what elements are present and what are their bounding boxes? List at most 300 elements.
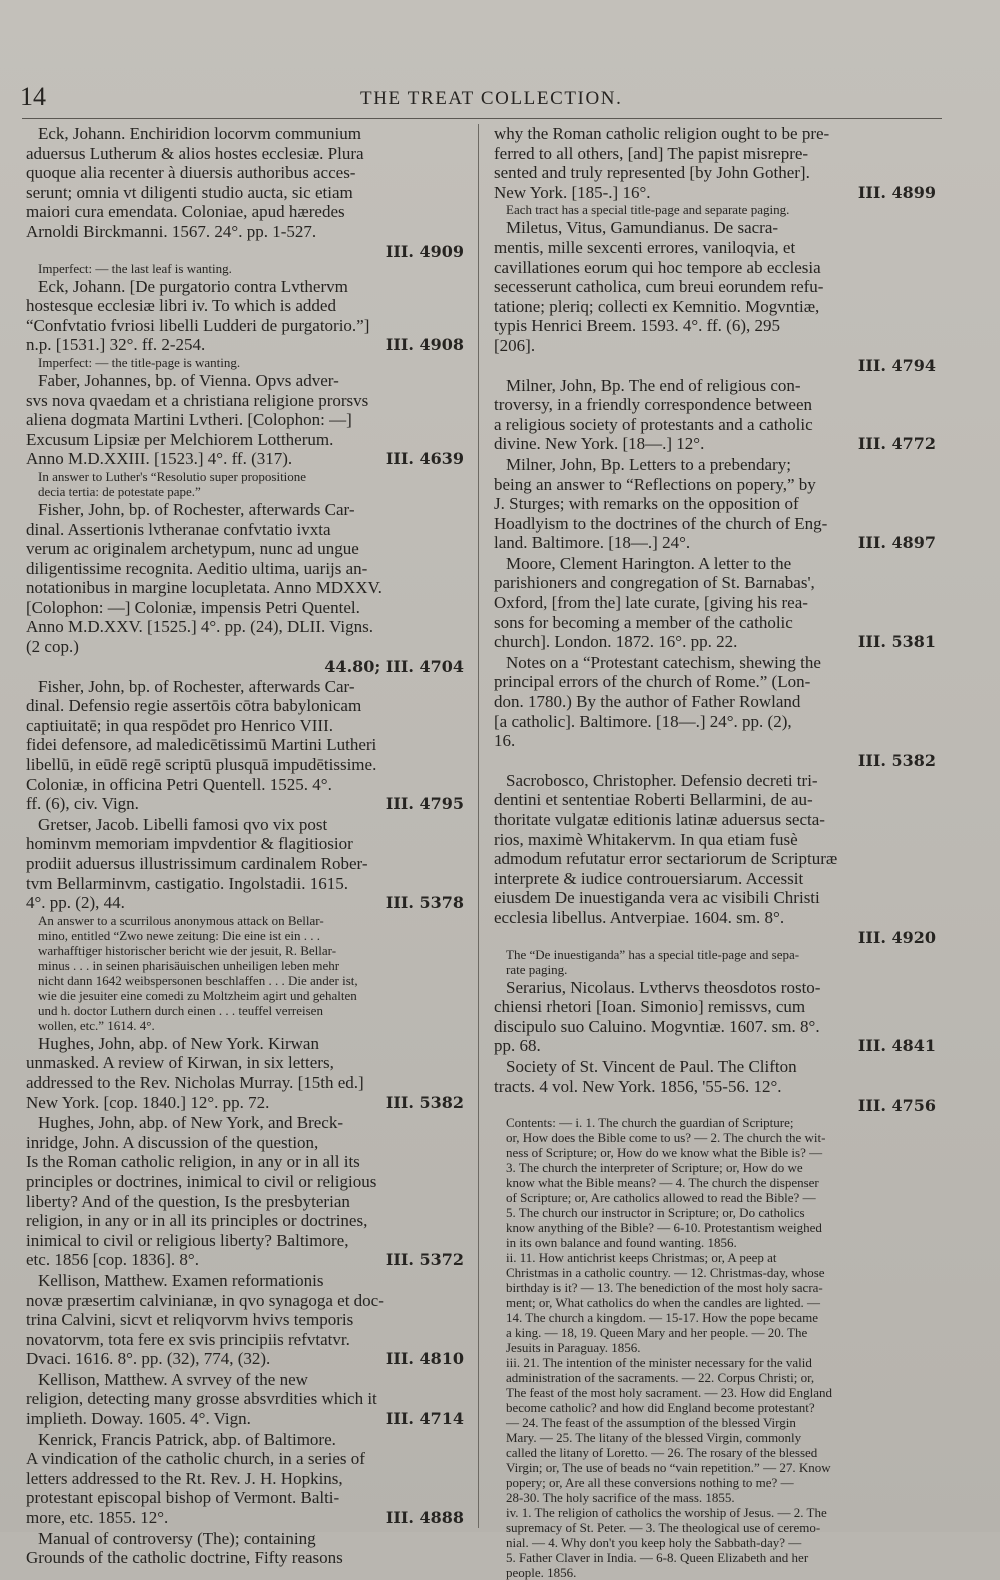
entry-text: inimical to civil or religious liberty? Baltimore, bbox=[26, 1230, 349, 1250]
entry-note: decia tertia: de potestate pape.” bbox=[38, 483, 201, 499]
entry-note: iv. 1. The religion of catholics the worship of Jesus. — 2. The bbox=[506, 1505, 827, 1521]
entry-text: tvm Bellarminvm, castigatio. Ingolstadii. 1615. bbox=[26, 873, 349, 893]
entry-text-line bbox=[26, 1271, 464, 1291]
entry-text: church]. London. 1872. 16°. pp. 22. bbox=[494, 632, 738, 652]
entry-text-line bbox=[494, 336, 936, 356]
shelf-mark: III. 4795 bbox=[385, 794, 464, 814]
entry-text-line bbox=[26, 1449, 464, 1469]
entry-text-line bbox=[494, 810, 936, 830]
entry-text-line bbox=[494, 849, 936, 869]
entry-text-line bbox=[494, 124, 936, 144]
entry-note: rate paging. bbox=[506, 961, 568, 977]
entry-text-line bbox=[494, 277, 936, 297]
entry-text-line bbox=[26, 410, 464, 430]
entry-text: tatione; pleriq; collecti ex Kemnitio. Mogvntiæ, bbox=[494, 296, 820, 316]
entry-text-line bbox=[26, 559, 464, 579]
entry-note: called the litany of Loretto. — 26. The rosary of the blessed bbox=[506, 1445, 818, 1461]
entry-text-line bbox=[26, 598, 464, 618]
catalog-entry bbox=[494, 771, 936, 977]
entry-text: cavillationes eorum qui hoc tempore ab ecclesia bbox=[494, 257, 821, 277]
entry-text: Milner, John, Bp. Letters to a prebendary; bbox=[506, 454, 791, 474]
entry-text: Anno M.D.XXIII. [1523.] 4°. ff. (317). bbox=[26, 449, 293, 469]
entry-text-line bbox=[494, 593, 936, 613]
entry-text-line bbox=[26, 1548, 464, 1568]
catalog-entry bbox=[26, 1034, 464, 1112]
entry-text-line bbox=[26, 222, 464, 242]
entry-text-line bbox=[26, 735, 464, 755]
entry-text: “Confvtatio fvriosi libelli Ludderi de purgatorio.”] bbox=[26, 315, 370, 335]
entry-note: Mary. — 25. The litany of the blessed Virgin, commonly bbox=[506, 1430, 802, 1446]
entry-text-line bbox=[494, 692, 936, 712]
entry-text-line bbox=[26, 1370, 464, 1390]
entry-text-line bbox=[494, 376, 936, 396]
entry-note: Contents: — i. 1. The church the guardian of Scripture; bbox=[506, 1115, 794, 1131]
entry-text-line bbox=[26, 144, 464, 164]
entry-note: The “De inuestiganda” has a special title-page and sepa- bbox=[506, 946, 800, 962]
entry-text-line bbox=[26, 1330, 464, 1350]
entry-text: divine. New York. [18—.] 12°. bbox=[494, 434, 705, 454]
entry-text: 4°. pp. (2), 44. bbox=[26, 893, 125, 913]
entry-note: und h. doctor Luthern durch einen . . . teuffel verreisen bbox=[38, 1002, 323, 1018]
entry-text-line bbox=[494, 1057, 936, 1077]
entry-text-line bbox=[494, 790, 936, 810]
entry-text: admodum refutatur error sectariorum de Scripturæ bbox=[494, 849, 838, 869]
entry-text-line bbox=[26, 1349, 464, 1369]
entry-text-line bbox=[26, 1250, 464, 1270]
entry-text-line bbox=[26, 815, 464, 835]
shelf-mark: III. 4772 bbox=[857, 434, 936, 454]
entry-text-line bbox=[26, 124, 464, 144]
entry-text: A vindication of the catholic church, in a series of bbox=[26, 1449, 365, 1469]
entry-text-line bbox=[26, 1192, 464, 1212]
entry-note: birthday is it? — 13. The benediction of the most holy sacra- bbox=[506, 1280, 823, 1296]
entry-note: become catholic? and how did England become protestant? bbox=[506, 1400, 815, 1416]
shelf-mark: III. 4756 bbox=[857, 1096, 936, 1116]
entry-text-line bbox=[494, 297, 936, 317]
shelf-mark: III. 4841 bbox=[857, 1036, 936, 1056]
entry-text: Sacrobosco, Christopher. Defensio decreti tri- bbox=[506, 770, 818, 790]
catalog-entry bbox=[26, 1113, 464, 1270]
shelf-mark: III. 5381 bbox=[857, 632, 936, 652]
entry-text-line bbox=[494, 1077, 936, 1097]
entry-text-line bbox=[26, 794, 464, 814]
entry-note: In answer to Luther's “Resolutio super propositione bbox=[38, 468, 307, 484]
entry-note: know what the Bible means? — 4. The church the dispenser bbox=[506, 1175, 819, 1191]
entry-text: ferred to all others, [and] The papist misrepre- bbox=[494, 143, 809, 163]
entry-text: rios, maximè Whitakervm. In qua etiam fusè bbox=[494, 829, 798, 849]
entry-text-line bbox=[494, 183, 936, 203]
entry-note: of Scripture; or, Are catholics allowed to read the Bible? — bbox=[506, 1190, 816, 1206]
entry-text: principles or doctrines, inimical to civil or religious bbox=[26, 1171, 377, 1191]
entry-text: chiensi rhetori [Ioan. Simonio] remissvs, cum bbox=[494, 997, 806, 1017]
right-column bbox=[494, 124, 936, 1580]
entry-text-line bbox=[494, 163, 936, 183]
entry-text: thoritate vulgatæ editionis latinæ aduersus secta- bbox=[494, 810, 825, 829]
entry-text: Anno M.D.XXV. [1525.] 4°. pp. (24), DLII. Vigns. bbox=[26, 617, 374, 637]
entry-text-line bbox=[26, 1053, 464, 1073]
entry-note: ment; or, What catholics do when the candles are lighted. — bbox=[506, 1295, 821, 1311]
entry-text: [a catholic]. Baltimore. [18—.] 24°. pp. (2), bbox=[494, 711, 792, 731]
shelf-mark: 44.80; III. 4704 bbox=[324, 656, 464, 676]
catalog-entry bbox=[494, 554, 936, 652]
entry-note: 14. The church a kingdom. — 15-17. How the pope became bbox=[506, 1310, 819, 1326]
entry-text: Hughes, John, abp. of New York. Kirwan bbox=[38, 1033, 319, 1053]
entry-text: Milner, John, Bp. The end of religious con- bbox=[506, 375, 801, 395]
entry-text: ff. (6), civ. Vign. bbox=[26, 794, 139, 814]
entry-text-line bbox=[26, 1430, 464, 1450]
entry-text: notationibus in margine locupletata. Anno MDXXV. bbox=[26, 578, 382, 598]
entry-text: parishioners and congregation of St. Barnabas', bbox=[494, 573, 815, 593]
entry-text: Arnoldi Birckmanni. 1567. 24°. pp. 1-527. bbox=[26, 221, 317, 241]
entry-text-line bbox=[26, 335, 464, 355]
entry-text: inridge, John. A discussion of the question, bbox=[26, 1132, 319, 1152]
entry-note: administration of the sacraments. — 22. Corpus Christi; or, bbox=[506, 1370, 815, 1386]
shelf-mark: III. 4794 bbox=[857, 355, 936, 375]
entry-note: nicht dann 1642 weibspersonen beschlaffen . . . Die ander ist, bbox=[38, 972, 358, 988]
entry-text: Is the Roman catholic religion, in any or in all its bbox=[26, 1152, 360, 1172]
entry-note: Imperfect: — the last leaf is wanting. bbox=[38, 260, 232, 276]
entry-text: land. Baltimore. [18—.] 24°. bbox=[494, 533, 691, 553]
catalog-entry bbox=[26, 1370, 464, 1429]
entry-text: Dvaci. 1616. 8°. pp. (32), 774, (32). bbox=[26, 1349, 271, 1369]
entry-text: implieth. Doway. 1605. 4°. Vign. bbox=[26, 1409, 251, 1429]
entry-text: Notes on a “Protestant catechism, shewing the bbox=[506, 652, 821, 672]
entry-text-line bbox=[494, 888, 936, 908]
entry-note: Jesuits in Paraguay. 1856. bbox=[506, 1340, 641, 1356]
catalog-entry bbox=[26, 277, 464, 370]
entry-note: Christmas in a catholic country. — 12. Christmas-day, whose bbox=[506, 1265, 825, 1281]
entry-text-line bbox=[494, 218, 936, 238]
entry-text-line bbox=[26, 1093, 464, 1113]
entry-note: warhafftiger historischer bericht wie der jesuit, R. Bellar- bbox=[38, 942, 337, 958]
entry-text: dinal. Assertionis lvtheranae confvtatio ivxta bbox=[26, 519, 331, 539]
entry-text-line bbox=[26, 1488, 464, 1508]
left-column bbox=[26, 124, 464, 1568]
entry-note: An answer to a scurrilous anonymous attack on Bellar- bbox=[38, 912, 324, 928]
entry-text-line bbox=[26, 1389, 464, 1409]
catalog-entry bbox=[26, 815, 464, 1033]
entry-text-line bbox=[26, 183, 464, 203]
entry-text-line bbox=[26, 1409, 464, 1429]
entry-note: a king. — 18, 19. Queen Mary and her people. — 20. The bbox=[506, 1325, 808, 1341]
entry-text-line bbox=[26, 578, 464, 598]
entry-text: hostesque ecclesiæ libri iv. To which is added bbox=[26, 296, 336, 316]
entry-text: n.p. [1531.] 32°. ff. 2-254. bbox=[26, 335, 206, 355]
entry-text-line bbox=[26, 1291, 464, 1311]
shelf-mark: III. 4714 bbox=[385, 1409, 464, 1429]
entry-text: Hughes, John, abp. of New York, and Breck- bbox=[38, 1113, 344, 1133]
entry-note: The feast of the most holy sacrament. — 23. How did England bbox=[506, 1385, 833, 1401]
entry-text-line bbox=[26, 677, 464, 697]
entry-text-line bbox=[494, 771, 936, 791]
entry-text: liberty? And of the question, Is the presbyterian bbox=[26, 1191, 350, 1211]
entry-text: 16. bbox=[494, 731, 516, 751]
catalog-entry bbox=[494, 455, 936, 553]
shelf-mark: III. 5372 bbox=[385, 1250, 464, 1270]
entry-text: Hoadlyism to the doctrines of the church of Eng- bbox=[494, 513, 828, 533]
entry-text: Serarius, Nicolaus. Lvthervs theosdotos rosto- bbox=[506, 977, 821, 997]
entry-text-line bbox=[26, 854, 464, 874]
entry-text: mentis, mille sexcenti errores, vaniloqvia, et bbox=[494, 237, 796, 257]
entry-text-line bbox=[494, 731, 936, 751]
entry-text: maiori cura emendata. Coloniae, apud hæredes bbox=[26, 202, 345, 222]
entry-text: interprete & iudice controuersiarum. Accessit bbox=[494, 868, 804, 888]
entry-text: Coloniæ, in officina Petri Quentell. 1525. 4°. bbox=[26, 774, 332, 794]
entry-text: Gretser, Jacob. Libelli famosi qvo vix post bbox=[38, 814, 328, 834]
entry-text: pp. 68. bbox=[494, 1036, 541, 1056]
catalog-entry bbox=[26, 1529, 464, 1568]
entry-text: (2 cop.) bbox=[26, 637, 79, 657]
page-header bbox=[20, 82, 940, 116]
entry-text: troversy, in a friendly correspondence between bbox=[494, 395, 812, 415]
entry-text-line bbox=[494, 533, 936, 553]
entry-text: dentini et sententiae Roberti Bellarmini, de au- bbox=[494, 790, 813, 810]
entry-text: prodiit aduersus illustrissimum cardinalem Rober- bbox=[26, 854, 368, 873]
entry-text: sented and truly represented [by John Gother]. bbox=[494, 163, 810, 183]
entry-note: iii. 21. The intention of the minister necessary for the valid bbox=[506, 1355, 812, 1371]
entry-text-line bbox=[494, 672, 936, 692]
entry-text: principal errors of the church of Rome.” (Lon- bbox=[494, 672, 811, 692]
running-title: THE TREAT COLLECTION. bbox=[360, 88, 623, 109]
catalog-entry bbox=[26, 124, 464, 276]
entry-text: protestant episcopal bishop of Vermont. Balti- bbox=[26, 1488, 340, 1508]
entry-text: religion, in any or in all its principles or doctrines, bbox=[26, 1211, 368, 1231]
entry-text-line bbox=[26, 296, 464, 316]
entry-note: ness of Scripture; or, How do we know what the Bible is? — bbox=[506, 1145, 823, 1161]
entry-text-line bbox=[26, 1113, 464, 1133]
catalog-entry bbox=[494, 376, 936, 454]
entry-text: Kenrick, Francis Patrick, abp. of Baltimore. bbox=[38, 1429, 336, 1449]
entry-text-line bbox=[26, 449, 464, 469]
entry-text: quoque alia recenter à diuersis authoribus acces- bbox=[26, 163, 356, 183]
entry-note: or, How does the Bible come to us? — 2. The church the wit- bbox=[506, 1130, 826, 1146]
entry-text: discipulo suo Caluino. Mogvntiæ. 1607. sm. 8°. bbox=[494, 1016, 820, 1036]
entry-text: Grounds of the catholic doctrine, Fifty reasons bbox=[26, 1548, 343, 1568]
entry-text: unmasked. A review of Kirwan, in six letters, bbox=[26, 1053, 334, 1073]
entry-text-line bbox=[26, 1231, 464, 1251]
entry-text-line bbox=[494, 712, 936, 732]
entry-text: [206]. bbox=[494, 335, 536, 355]
entry-text-line bbox=[494, 978, 936, 998]
entry-note: nial. — 4. Why don't you keep holy the Sabbath-day? — bbox=[506, 1535, 802, 1551]
entry-text: ecclesia libellus. Antverpiae. 1604. sm. 8°. bbox=[494, 907, 785, 927]
entry-text-line bbox=[26, 893, 464, 913]
entry-text-line bbox=[494, 830, 936, 850]
entry-text-line bbox=[26, 1172, 464, 1192]
column-divider bbox=[478, 124, 479, 1528]
entry-text-line bbox=[494, 632, 936, 652]
entry-note: mino, entitled “Zwo newe zeitung: Die eine ist ein . . . bbox=[38, 927, 320, 943]
header-rule bbox=[22, 118, 942, 119]
entry-text: Kellison, Matthew. Examen reformationis bbox=[38, 1270, 324, 1290]
catalog-entry bbox=[26, 1430, 464, 1528]
entry-text: J. Sturges; with remarks on the opposition of bbox=[494, 494, 799, 514]
entry-text: etc. 1856 [cop. 1836]. 8°. bbox=[26, 1250, 199, 1270]
entry-text-line bbox=[26, 500, 464, 520]
entry-text-line bbox=[494, 554, 936, 574]
entry-text-line bbox=[26, 637, 464, 657]
entry-text: Eck, Johann. Enchiridion locorvm communium bbox=[38, 124, 361, 143]
entry-note: — 24. The feast of the assumption of the blessed Virgin bbox=[506, 1415, 796, 1431]
entry-text: aliena dogmata Martini Lvtheri. [Colophon: —] bbox=[26, 410, 352, 430]
entry-text: Manual of controversy (The); containing bbox=[38, 1528, 316, 1548]
entry-text-line bbox=[26, 1211, 464, 1231]
entry-text-line bbox=[494, 613, 936, 633]
entry-text-line bbox=[26, 1133, 464, 1153]
entry-text: Oxford, [from the] late curate, [giving his rea- bbox=[494, 593, 808, 613]
catalog-entry bbox=[494, 218, 936, 374]
entry-text-line bbox=[494, 653, 936, 673]
entry-text: New York. [185-.] 16°. bbox=[494, 182, 651, 202]
entry-note: minus . . . in seinen pharisäuischen unheiligen leben mehr bbox=[38, 957, 340, 973]
entry-text: libellū, in eūdē regē scriptū plusquā impudētissime. bbox=[26, 755, 377, 775]
entry-note: 3. The church the interpreter of Scripture; or, How do we bbox=[506, 1160, 803, 1176]
entry-text: svs nova qvaedam et a christiana religione prorsvs bbox=[26, 390, 369, 410]
entry-note: people. 1856. bbox=[506, 1565, 577, 1580]
entry-text-line bbox=[26, 316, 464, 336]
entry-note: popery; or, Are all these conversions nothing to me? — bbox=[506, 1475, 794, 1491]
entry-text: tracts. 4 vol. New York. 1856, '55-56. 12°. bbox=[494, 1076, 782, 1096]
entry-text: diligentissime recognita. Aeditio ultima, uarijs an- bbox=[26, 558, 368, 578]
entry-text-line bbox=[494, 144, 936, 164]
entry-text-line bbox=[26, 1034, 464, 1054]
entry-text-line bbox=[494, 573, 936, 593]
entry-text: Faber, Johannes, bp. of Vienna. Opvs adver- bbox=[38, 370, 339, 390]
entry-text-line bbox=[26, 1508, 464, 1528]
entry-text: serunt; omnia vt diligenti studio aucta, sic etiam bbox=[26, 182, 353, 202]
entry-text: Fisher, John, bp. of Rochester, afterwards Car- bbox=[38, 499, 355, 519]
entry-text: captiuitatē; in qua respōdet pro Henrico VIII. bbox=[26, 715, 333, 735]
entry-text: a religious society of protestants and a catholic bbox=[494, 414, 813, 434]
entry-text: Eck, Johann. [De purgatorio contra Lvthervm bbox=[38, 276, 348, 296]
entry-text-line bbox=[494, 1017, 936, 1037]
shelf-mark: III. 5378 bbox=[385, 893, 464, 913]
shelf-mark: III. 4810 bbox=[385, 1349, 464, 1369]
entry-text: New York. [cop. 1840.] 12°. pp. 72. bbox=[26, 1092, 270, 1112]
entry-note: Imperfect: — the title-page is wanting. bbox=[38, 354, 241, 370]
entry-text: dinal. Defensio regie assertōis cōtra babylonicam bbox=[26, 696, 362, 716]
page-number: 14 bbox=[20, 82, 46, 111]
entry-text-line bbox=[494, 514, 936, 534]
entry-text-line bbox=[494, 258, 936, 278]
entry-text-line bbox=[26, 1310, 464, 1330]
entry-note: Virgin; or, The use of beads no “vain repetition.” — 27. Know bbox=[506, 1460, 831, 1476]
entry-text: novæ præsertim calvinianæ, in qvo synagoga et doc- bbox=[26, 1290, 384, 1310]
entry-text-line bbox=[26, 1152, 464, 1172]
entry-text: religion, detecting many grosse absvrdities which it bbox=[26, 1389, 377, 1409]
entry-text: why the Roman catholic religion ought to be pre- bbox=[494, 124, 830, 143]
entry-text: hominvm memoriam impvdentior & flagitiosior bbox=[26, 834, 353, 854]
entry-text-line bbox=[494, 238, 936, 258]
shelf-mark: III. 4639 bbox=[385, 449, 464, 469]
entry-text: don. 1780.) By the author of Father Rowland bbox=[494, 692, 801, 712]
entry-note: in its own balance and found wanting. 1856. bbox=[506, 1235, 737, 1251]
catalog-entry bbox=[26, 371, 464, 499]
entry-text: more, etc. 1855. 12°. bbox=[26, 1508, 169, 1528]
entry-text: sons for becoming a member of the catholic bbox=[494, 612, 793, 632]
catalog-entry bbox=[494, 978, 936, 1056]
entry-text: fidei defensore, ad maledicētissimū Martini Lutheri bbox=[26, 735, 377, 755]
entry-text-line bbox=[494, 997, 936, 1017]
entry-text: typis Henrici Breem. 1593. 4°. ff. (6), 295 bbox=[494, 316, 780, 336]
shelf-mark: III. 4920 bbox=[857, 927, 936, 947]
shelf-mark: III. 4888 bbox=[385, 1508, 464, 1528]
entry-text: letters addressed to the Rt. Rev. J. H. Hopkins, bbox=[26, 1468, 343, 1488]
shelf-mark: III. 5382 bbox=[857, 750, 936, 770]
entry-note: 28-30. The holy sacrifice of the mass. 1855. bbox=[506, 1490, 735, 1506]
entry-text-line bbox=[26, 163, 464, 183]
entry-text: eiusdem De inuestiganda vera ac visibili Christi bbox=[494, 888, 820, 908]
entry-note: 5. Father Claver in India. — 6-8. Queen Elizabeth and her bbox=[506, 1550, 809, 1566]
entry-text-line bbox=[494, 395, 936, 415]
catalog-entry bbox=[494, 1057, 936, 1580]
entry-note: wie die jesuiter eine comedi zu Moltzheim agirt und gehalten bbox=[38, 987, 357, 1003]
entry-text-line bbox=[26, 755, 464, 775]
entry-text-line bbox=[26, 1469, 464, 1489]
entry-text-line bbox=[26, 520, 464, 540]
entry-text: trina Calvini, sicvt et reliqvorvm hvivs temporis bbox=[26, 1310, 354, 1330]
entry-note: know anything of the Bible? — 6-10. Protestantism weighed bbox=[506, 1220, 822, 1236]
catalog-entry bbox=[494, 124, 936, 217]
entry-text: being an answer to “Reflections on popery,” by bbox=[494, 474, 816, 494]
entry-text-line bbox=[494, 908, 936, 928]
entry-text-line bbox=[26, 277, 464, 297]
entry-text-line bbox=[494, 1036, 936, 1056]
entry-text: secesserunt catholica, cum breui eorundem refu- bbox=[494, 277, 824, 297]
shelf-mark: III. 4897 bbox=[857, 533, 936, 553]
entry-text-line bbox=[26, 391, 464, 411]
entry-text-line bbox=[494, 434, 936, 454]
catalog-entry bbox=[26, 677, 464, 814]
entry-text-line bbox=[494, 415, 936, 435]
entry-text-line bbox=[26, 1073, 464, 1093]
entry-note: wollen, etc.” 1614. 4°. bbox=[38, 1017, 155, 1033]
shelf-mark: III. 5382 bbox=[385, 1092, 464, 1112]
entry-text: aduersus Lutherum & alios hostes ecclesiæ. Plura bbox=[26, 143, 364, 163]
entry-text-line bbox=[26, 716, 464, 736]
entry-text: verum ac originalem archetypum, nunc ad ungue bbox=[26, 539, 359, 559]
entry-text-line bbox=[494, 494, 936, 514]
catalog-entry bbox=[494, 653, 936, 770]
entry-text-line bbox=[26, 775, 464, 795]
entry-text: addressed to the Rev. Nicholas Murray. [15th ed.] bbox=[26, 1072, 364, 1092]
entry-text-line bbox=[26, 202, 464, 222]
entry-text-line bbox=[26, 539, 464, 559]
entry-note: Each tract has a special title-page and separate paging. bbox=[506, 202, 790, 218]
entry-text-line bbox=[494, 869, 936, 889]
entry-text: Excusum Lipsiæ per Melchiorem Lottherum. bbox=[26, 429, 334, 449]
shelf-mark: III. 4909 bbox=[385, 241, 464, 261]
entry-note: 5. The church our instructor in Scripture; or, Do catholics bbox=[506, 1205, 805, 1221]
entry-text-line bbox=[26, 1529, 464, 1549]
entry-text: Miletus, Vitus, Gamundianus. De sacra- bbox=[506, 218, 779, 238]
entry-text: [Colophon: —] Coloniæ, impensis Petri Quentel. bbox=[26, 597, 360, 617]
catalog-entry bbox=[26, 500, 464, 676]
entry-note: supremacy of St. Peter. — 3. The theological use of ceremo- bbox=[506, 1520, 821, 1536]
catalog-entry bbox=[26, 1271, 464, 1369]
entry-text: Moore, Clement Harington. A letter to the bbox=[506, 553, 792, 573]
entry-note: ii. 11. How antichrist keeps Christmas; or, A peep at bbox=[506, 1250, 777, 1266]
entry-text-line bbox=[26, 371, 464, 391]
entry-text-line bbox=[494, 316, 936, 336]
entry-text-line bbox=[494, 455, 936, 475]
entry-text: Kellison, Matthew. A svrvey of the new bbox=[38, 1369, 308, 1389]
entry-text-line bbox=[26, 430, 464, 450]
entry-text-line bbox=[26, 874, 464, 894]
entry-text-line bbox=[494, 475, 936, 495]
entry-text: Society of St. Vincent de Paul. The Clifton bbox=[506, 1056, 797, 1076]
shelf-mark: III. 4908 bbox=[385, 335, 464, 355]
